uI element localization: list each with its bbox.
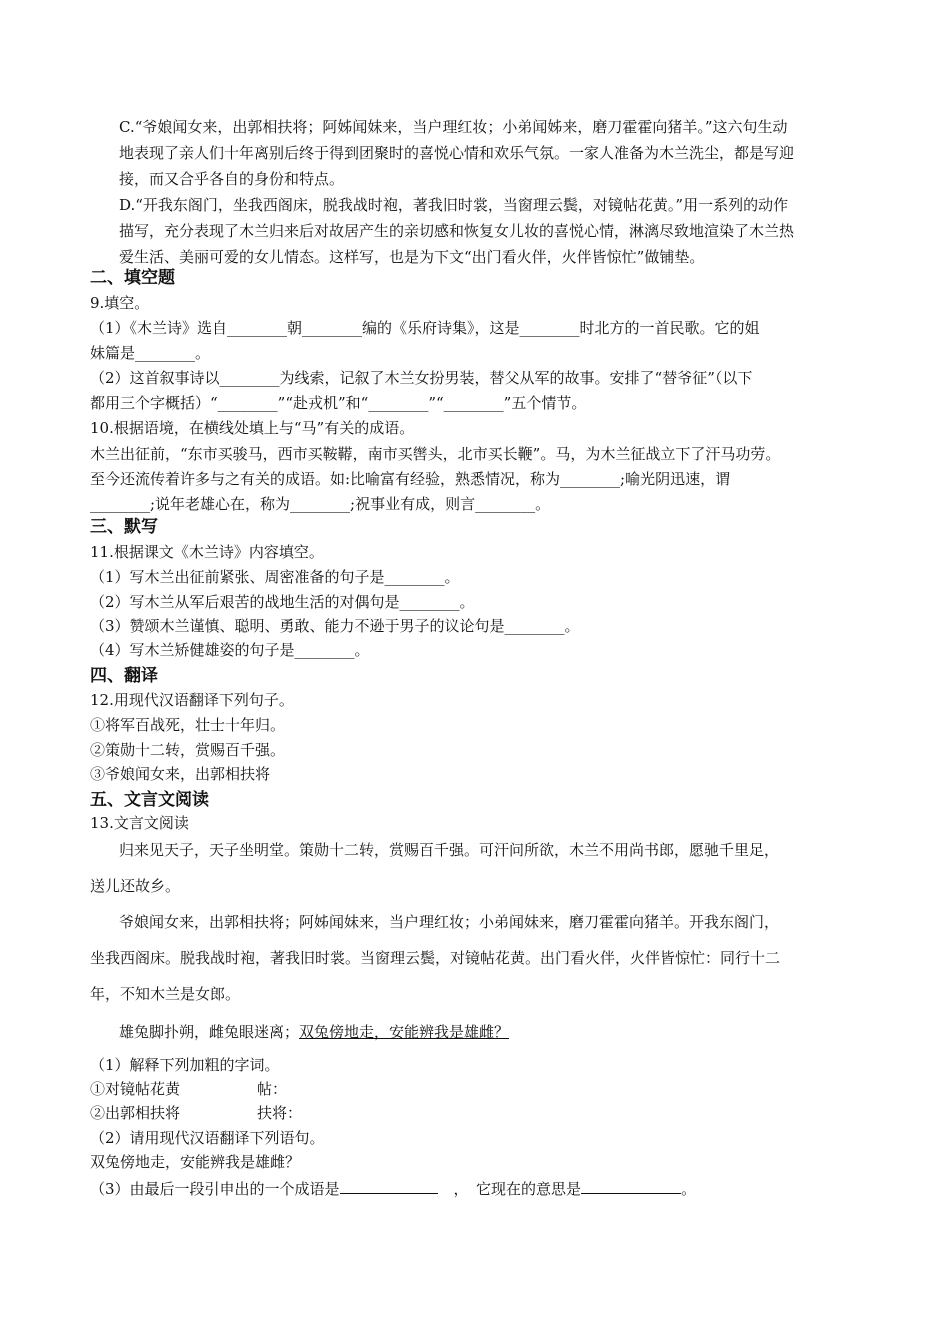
section-3-heading: 三、默写 (90, 517, 158, 537)
question-11-part-1: （1）写木兰出征前紧张、周密准备的句子是________。 (90, 568, 460, 586)
sub-question-2-sentence: 双兔傍地走，安能辨我是雄雌？ (90, 1153, 301, 1171)
sub-question-3-middle: ， 它现在的意思是 (453, 1180, 582, 1198)
section-5-heading: 五、文言文阅读 (90, 790, 209, 810)
question-12-item-3: ③爷娘闻女来，出郭相扶将 (90, 765, 271, 783)
sub-question-1-item-2: ②出郭相扶将 (90, 1104, 181, 1122)
sub-question-3-blank-1 (340, 1176, 438, 1194)
option-d-line-2: 描写，充分表现了木兰归来后对故居产生的亲切感和恢复女儿妆的喜悦心情，淋漓尽致地渲染了木兰热 (119, 222, 795, 240)
option-c-line-1: C.“爷娘闻女来，出郭相扶将；阿姊闻妹来，当户理红妆；小弟闻姊来，磨刀霍霍向猪羊。”这六句生动 (119, 118, 788, 136)
sub-question-2-title: （2）请用现代汉语翻译下列语句。 (90, 1129, 325, 1147)
passage-paragraph-2-line-3: 年，不知木兰是女郎。 (90, 985, 241, 1003)
passage-paragraph-1-line-1: 归来见天子，天子坐明堂。策勋十二转，赏赐百千强。可汗问所欲，木兰不用尚书郎，愿驰千里足， (119, 841, 780, 859)
sub-question-3-prefix: （3）由最后一段引申出的一个成语是 (90, 1180, 340, 1198)
question-9-part-2-line-1: （2）这首叙事诗以________为线索，记叙了木兰女扮男装，替父从军的故事。安排了“替爷征”（以下 (90, 369, 753, 387)
sub-question-1-item-1-label: 帖： (257, 1080, 288, 1098)
question-10-line-2: 至今还流传着许多与之有关的成语。如:比喻富有经验，熟悉情况，称为________;喻光阴迅速，谓 (90, 470, 731, 488)
passage-paragraph-3 (119, 1020, 509, 1044)
question-13-title: 13.文言文阅读 (90, 814, 189, 832)
question-10-line-3: ________;说年老雄心在，称为________;祝事业有成，则言________。 (90, 495, 551, 513)
sub-question-1-item-1: ①对镜帖花黄 (90, 1080, 181, 1098)
question-12-item-2: ②策勋十二转，赏赐百千强。 (90, 741, 286, 759)
question-10-line-1: 木兰出征前，“东市买骏马，西市买鞍鞯，南市买辔头，北市买长鞭”。马，为木兰征战立下了汗马功劳。 (90, 445, 781, 463)
passage-paragraph-3-plain: 雄兔脚扑朔，雌兔眼迷离； (119, 1023, 300, 1041)
question-12-item-1: ①将军百战死，壮士十年归。 (90, 716, 286, 734)
question-11-part-2: （2）写木兰从军后艰苦的战地生活的对偶句是________。 (90, 593, 475, 611)
sub-question-3-suffix: 。 (681, 1180, 697, 1198)
sub-question-1-item-2-label: 扶将： (257, 1104, 303, 1122)
option-c-line-3: 接，而又合乎各自的身份和特点。 (119, 170, 345, 188)
question-9-part-1-line-2: 妹篇是________。 (90, 344, 211, 362)
option-c-line-2: 地表现了亲人们十年离别后终于得到团聚时的喜悦心情和欢乐气氛。一家人准备为木兰洗尘，都是写迎 (119, 144, 795, 162)
question-9-part-1-line-1: （1）《木兰诗》选自________朝________编的《乐府诗集》，这是________时北方的一首民歌。它的姐 (90, 319, 760, 337)
passage-paragraph-3-underlined: 双兔傍地走，安能辨我是雄雌？ (299, 1023, 510, 1041)
passage-paragraph-1-line-2: 送儿还故乡。 (90, 877, 181, 895)
question-9-title: 9.填空。 (90, 294, 150, 312)
sub-question-3-blank-2 (581, 1176, 681, 1194)
question-11-part-4: （4）写木兰矫健雄姿的句子是________。 (90, 641, 370, 659)
section-2-heading: 二、填空题 (90, 268, 175, 288)
passage-paragraph-2-line-2: 坐我西阁床。脱我战时袍，著我旧时裳。当窗理云鬓，对镜帖花黄。出门看火伴，火伴皆惊忙：同行十二 (90, 949, 781, 967)
question-11-part-3: （3）赞颂木兰谨慎、聪明、勇敢、能力不逊于男子的议论句是________。 (90, 617, 580, 635)
question-9-part-2-line-2: 都用三个字概括）“________”“赴戎机”和“________”“________”五个情节。 (90, 394, 587, 412)
question-12-title: 12.用现代汉语翻译下列句子。 (90, 691, 294, 709)
option-d-line-1: D.“开我东阁门，坐我西阁床，脱我战时袍，著我旧时裳，当窗理云鬓，对镜帖花黄。”用一系列的动作 (119, 196, 789, 214)
question-11-title: 11.根据课文《木兰诗》内容填空。 (90, 543, 324, 561)
option-d-line-3: 爱生活、美丽可爱的女儿情态。这样写，也是为下文“出门看火伴，火伴皆惊忙”做铺垫。 (119, 248, 705, 266)
sub-question-1-title: （1）解释下列加粗的字词。 (90, 1056, 280, 1074)
question-10-title: 10.根据语境，在横线处填上与“马”有关的成语。 (90, 419, 415, 437)
sub-question-3 (90, 1176, 696, 1201)
passage-paragraph-2-line-1: 爷娘闻女来，出郭相扶将；阿姊闻妹来，当户理红妆；小弟闻妹来，磨刀霍霍向猪羊。开我东阁门， (119, 913, 780, 931)
section-4-heading: 四、翻译 (90, 666, 158, 686)
